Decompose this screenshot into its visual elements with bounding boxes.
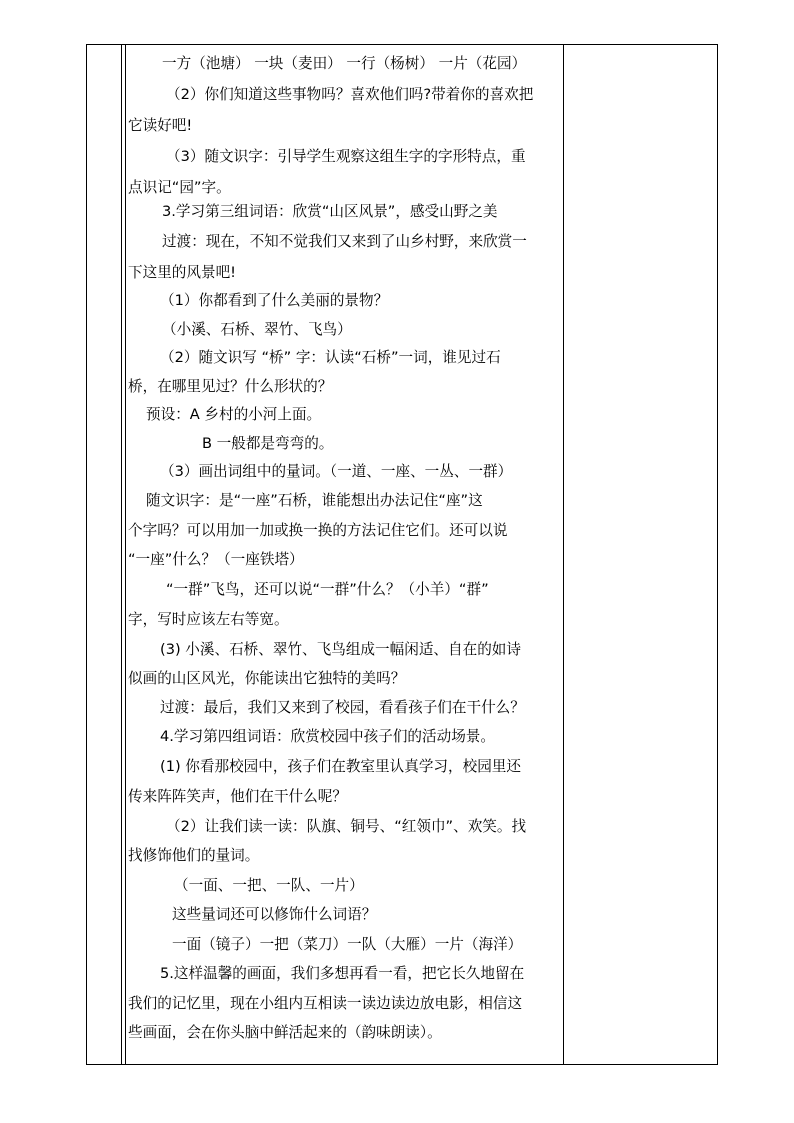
text-line: 些画面，会在你头脑中鲜活起来的（韵味朗读）。 xyxy=(128,1024,442,1041)
text-line: 过渡：最后，我们又来到了校园，看看孩子们在干什么？ xyxy=(160,699,525,716)
column-divider xyxy=(563,45,564,1064)
text-line: （小溪、石桥、翠竹、飞鸟） xyxy=(162,321,352,338)
text-line: 桥，在哪里见过？什么形状的？ xyxy=(128,378,333,395)
column-divider xyxy=(125,45,126,1064)
column-divider xyxy=(121,45,122,1064)
text-line: 传来阵阵笑声，他们在干什么呢？ xyxy=(128,788,347,805)
text-line: 它读好吧! xyxy=(128,117,193,134)
text-line: 一面（镜子）一把（菜刀）一队（大雁）一片（海洋） xyxy=(172,936,523,953)
text-line: (1) 你看那校园中，孩子们在教室里认真学习，校园里还 xyxy=(160,758,521,775)
text-line: （2）随文识写 “桥” 字：认读“石桥”一词，谁见过石 xyxy=(160,349,501,366)
text-line: 点识记“园”字。 xyxy=(128,179,231,196)
text-line: “一座”什么？（一座铁塔） xyxy=(128,551,304,568)
text-line: 4.学习第四组词语：欣赏校园中孩子们的活动场景。 xyxy=(160,728,495,745)
text-line: 5.这样温馨的画面，我们多想再看一看，把它长久地留在 xyxy=(160,965,525,982)
text-line: 字，写时应该左右等宽。 xyxy=(128,611,289,628)
text-line: （3）随文识字：引导学生观察这组生字的字形特点，重 xyxy=(166,148,526,165)
text-line: 找修饰他们的量词。 xyxy=(128,847,260,864)
text-line: 下这里的风景吧! xyxy=(128,264,237,281)
text-line: “一群”飞鸟，还可以说“一群”什么？（小羊）“群” xyxy=(166,581,489,598)
text-line: 我们的记忆里，现在小组内互相读一读边读边放电影，相信这 xyxy=(128,995,523,1012)
text-line: 似画的山区风光，你能读出它独特的美吗？ xyxy=(128,670,406,687)
text-line: (3) 小溪、石桥、翠竹、飞鸟组成一幅闲适、自在的如诗 xyxy=(160,641,521,658)
text-line: 过渡：现在，不知不觉我们又来到了山乡村野，来欣赏一 xyxy=(162,233,527,250)
text-line: 随文识字：是“一座”石桥，谁能想出办法记住“座”这 xyxy=(146,492,483,509)
text-line: （2）你们知道这些事物吗？喜欢他们吗?带着你的喜欢把 xyxy=(166,86,534,103)
text-line: 个字吗？可以用加一加或换一换的方法记住它们。还可以说 xyxy=(128,522,508,539)
text-line: 3.学习第三组词语：欣赏“山区风景”，感受山野之美 xyxy=(162,203,498,220)
text-line: 预设：A 乡村的小河上面。 xyxy=(146,406,322,423)
text-line: 一方（池塘） 一块（麦田） 一行（杨树） 一片（花园） xyxy=(162,55,527,72)
text-line: （3）画出词组中的量词。（一道、一座、一丛、一群） xyxy=(160,463,513,480)
text-line: 这些量词还可以修饰什么词语？ xyxy=(172,906,377,923)
text-line: （一面、一把、一队、一片） xyxy=(174,877,364,894)
text-line: （1）你都看到了什么美丽的景物？ xyxy=(160,292,389,309)
text-line: B 一般都是弯弯的。 xyxy=(202,435,334,452)
text-line: （2）让我们读一读：队旗、铜号、“红领巾”、欢笑。找 xyxy=(166,818,527,835)
